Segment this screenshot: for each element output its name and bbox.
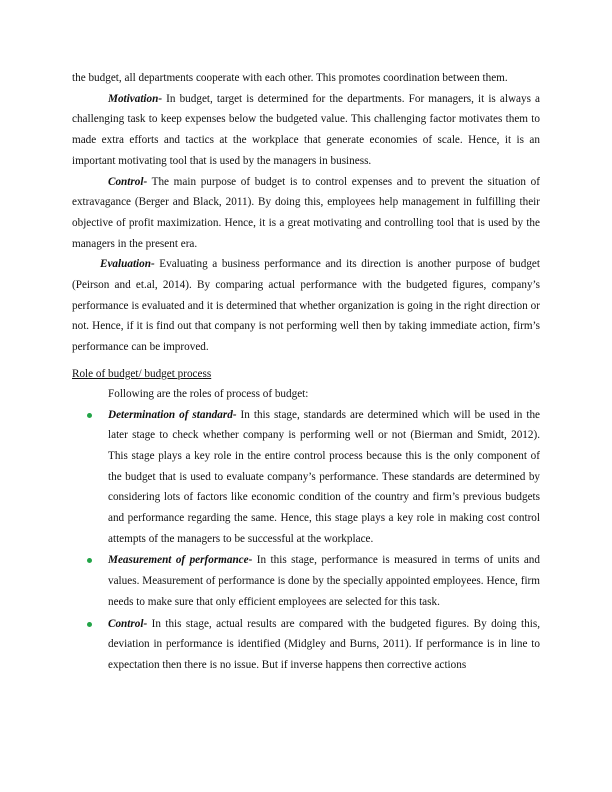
- paragraph-evaluation: [72, 254, 540, 358]
- bullet-text: In this stage, performance is measured in terms of units and values. Measurement of performance is done by the specially appointed employees. Hence, firm needs to make sure that only efficient employees are selected for this task.: [108, 554, 540, 608]
- paragraph-coordination: [72, 68, 540, 89]
- list-item: [72, 550, 540, 612]
- paragraph-text: Evaluating a business performance and its direction is another purpose of budget (Peirson and et.al, 2014). By comparing actual performance with the budgeted figures, company’s performance is evaluated and it is determined that whether organization is going in the right direction or not. Hence, if it is find out that company is not performing well then by taking immediate action, firm’s performance can be improved.: [72, 258, 540, 354]
- paragraph-text: The main purpose of budget is to control expenses and to prevent the situation of extravagance (Berger and Black, 2011). By doing this, employees help management in fulfilling their objective of profit maximization. Hence, it is a great motivating and controlling tool that is used by the managers in the present era.: [72, 175, 540, 250]
- paragraph-text: the budget, all departments cooperate with each other. This promotes coordination between them.: [72, 72, 508, 84]
- bullet-term: Measurement of performance-: [108, 554, 253, 567]
- bullet-term: Determination of standard-: [108, 408, 237, 421]
- bullet-list: [72, 405, 540, 676]
- bullet-icon: [87, 413, 92, 418]
- list-item: [72, 405, 540, 550]
- list-item: [72, 614, 540, 676]
- paragraph-term: Evaluation-: [100, 258, 155, 271]
- section-heading: Role of budget/ budget process: [72, 367, 212, 380]
- paragraph-term: Control-: [108, 175, 148, 188]
- paragraph-control: [72, 172, 540, 255]
- paragraph-text: In budget, target is determined for the departments. For managers, it is always a challenging task to keep expenses below the budgeted value. This challenging factor motivates them to made extra efforts and tactics at the workplace that generate economies of scale. Hence, it is an important motivating tool that is used by the managers in business.: [72, 92, 540, 167]
- document-body: [72, 68, 540, 677]
- bullet-icon: [87, 622, 92, 627]
- bullet-text: In this stage, standards are determined which will be used in the later stage to check whether company is performing well or not (Bierman and Smidt, 2012). This stage plays a key role in the entire control process because this is the only component of the budget that is used to evaluate company’s performance. These standards are determined by considering lots of factors like economic condition of the country and firm’s previous budgets and performance regarding the same. Hence, this stage plays a key role in making cost control attempts of the managers to be successful at the workplace.: [108, 408, 541, 545]
- section-intro: Following are the roles of process of budget:: [108, 387, 309, 400]
- bullet-text: In this stage, actual results are compared with the budgeted figures. By doing this, deviation in performance is identified (Midgley and Burns, 2011). If performance is in line to expectation then there is no issue. But if inverse happens then corrective actions: [108, 617, 540, 671]
- bullet-icon: [87, 558, 92, 563]
- bullet-term: Control-: [108, 617, 148, 630]
- paragraph-motivation: [72, 89, 540, 172]
- paragraph-term: Motivation-: [108, 92, 163, 105]
